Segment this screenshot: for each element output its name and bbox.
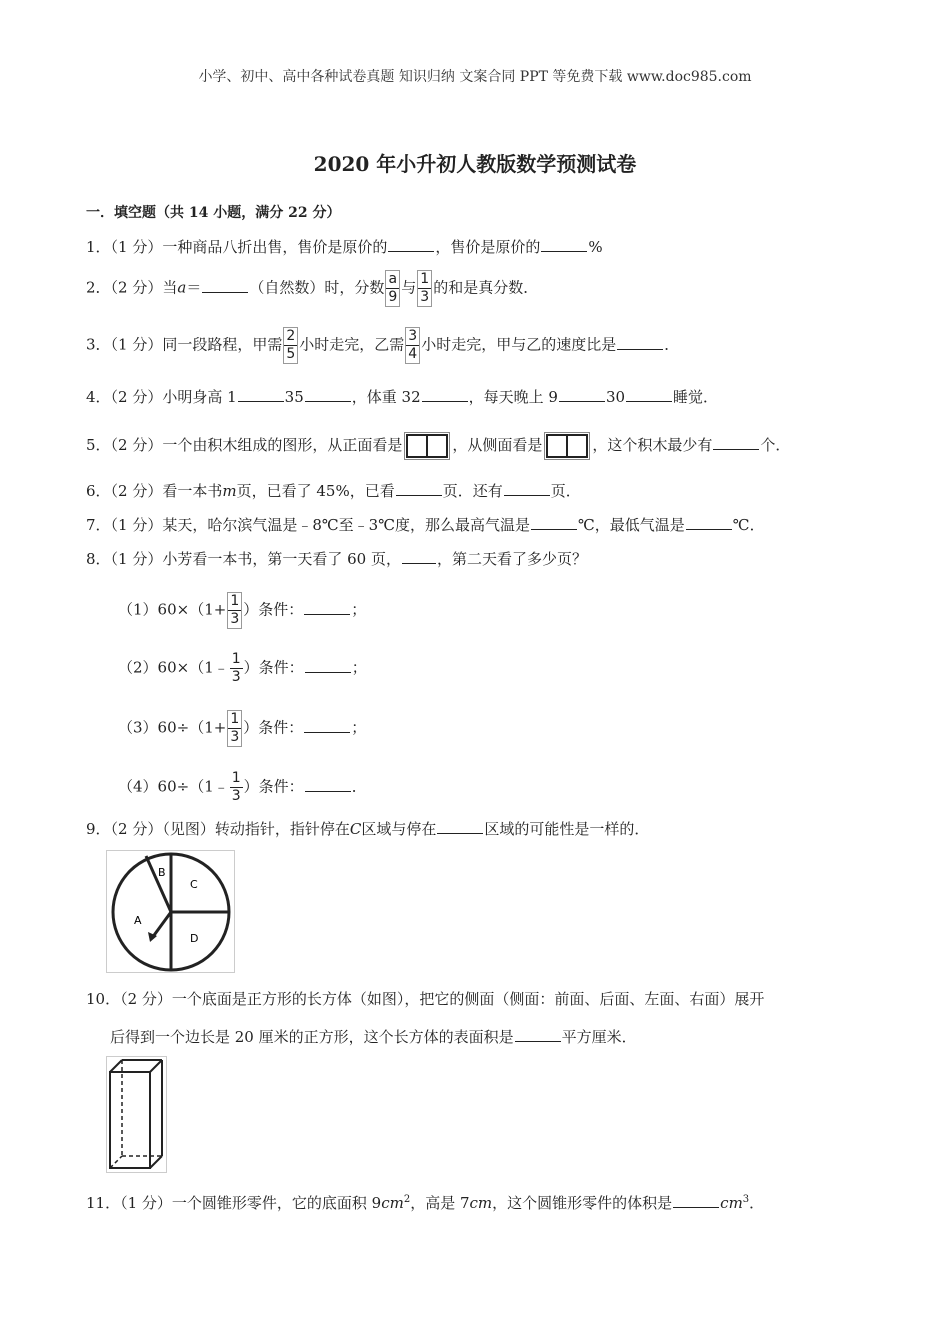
answer-blank[interactable] [305, 658, 351, 673]
region-label-b: B [158, 866, 166, 879]
fraction: $\frac{1}{3}$ [231, 770, 241, 804]
answer-blank[interactable] [673, 1193, 719, 1208]
question-8-sub-4: （4）60÷（1﹣ $\frac{1}{3}$ ）条件： ． [118, 770, 367, 804]
question-2: 2．（2 分）当a＝ （自然数）时，分数 $\frac{a}{9}$ 与 $\frac{1}{3}$ 的和是真分数． [86, 271, 539, 305]
question-3: 3．（1 分）同一段路程，甲需 $\frac{2}{5}$ 小时走完，乙需 $\frac{3}{4}$ 小时走完，甲与乙的速度比是 ． [86, 328, 680, 362]
answer-blank[interactable] [531, 515, 577, 530]
side-view-figure [544, 432, 590, 460]
answer-blank[interactable] [304, 600, 350, 615]
question-10: 10．（2 分）一个底面是正方形的长方体（如图），把它的侧面（侧面：前面、后面、左面、右面）展开 [86, 990, 765, 1008]
question-7: 7．（1 分）某天，哈尔滨气温是﹣8℃至﹣3℃度，那么最高气温是 ℃，最低气温是 ℃． [86, 516, 765, 534]
question-6: 6．（2 分）看一本书m页，已看了 45%，已看 页．还有 页． [86, 482, 581, 500]
question-8-sub-1: （1）60×（1+ $\frac{1}{3}$ ）条件： ； [118, 593, 367, 627]
region-label-d: D [190, 932, 199, 945]
answer-blank[interactable] [396, 481, 442, 496]
spinner-figure [106, 850, 236, 974]
answer-blank[interactable] [238, 387, 284, 402]
answer-blank[interactable] [626, 387, 672, 402]
answer-blank[interactable] [305, 777, 351, 792]
answer-blank[interactable] [202, 278, 248, 293]
answer-blank[interactable] [541, 237, 587, 252]
fraction: $\frac{1}{3}$ [417, 270, 432, 307]
answer-blank[interactable] [559, 387, 605, 402]
answer-blank[interactable] [422, 387, 468, 402]
question-11: 11．（1 分）一个圆锥形零件，它的底面积 $9cm^2$，高是 7cm，这个圆锥形零件的体积是 $cm^3$． [86, 1194, 765, 1212]
question-10-line-2: 后得到一个边长是 20 厘米的正方形，这个长方体的表面积是 平方厘米． [110, 1028, 637, 1046]
page-title: 2020 年小升初人教版数学预测试卷 [313, 152, 637, 176]
answer-blank[interactable] [617, 335, 663, 350]
fraction: $\frac{1}{3}$ [231, 651, 241, 685]
front-view-figure [404, 432, 450, 460]
question-8-sub-2: （2）60×（1﹣ $\frac{1}{3}$ ）条件： ； [118, 651, 367, 685]
fraction: $\frac{1}{3}$ [227, 710, 242, 747]
question-8: 8．（1 分）小芳看一本书，第一天看了 60 页， ，第二天看了多少页？ [86, 550, 587, 568]
answer-blank[interactable] [504, 481, 550, 496]
answer-blank[interactable] [686, 515, 732, 530]
question-1: 1．（1 分）一种商品八折出售，售价是原价的 ，售价是原价的 % [86, 238, 603, 256]
answer-blank[interactable] [402, 549, 436, 564]
answer-blank[interactable] [305, 387, 351, 402]
region-label-c: C [190, 878, 198, 891]
answer-blank[interactable] [515, 1027, 561, 1042]
fraction: $\frac{a}{9}$ [385, 270, 400, 307]
question-5: 5．（2 分）一个由积木组成的图形，从正面看是 ，从侧面看是 ，这个积木最少有 个． [86, 432, 790, 460]
question-4: 4．（2 分）小明身高 1 35 ，体重 32 ，每天晚上 9 30 睡觉． [86, 388, 719, 406]
answer-blank[interactable] [304, 718, 350, 733]
fraction: $\frac{1}{3}$ [227, 592, 242, 629]
region-label-a: A [134, 914, 142, 927]
question-9: 9．（2 分）（见图）转动指针，指针停在C区域与停在 区域的可能性是一样的． [86, 820, 650, 838]
answer-blank[interactable] [713, 435, 759, 450]
section-heading: 一．填空题（共 14 小题，满分 22 分） [86, 205, 341, 221]
question-8-sub-3: （3）60÷（1+ $\frac{1}{3}$ ）条件： ； [118, 711, 367, 745]
answer-blank[interactable] [388, 237, 434, 252]
fraction: $\frac{2}{5}$ [283, 327, 298, 364]
answer-blank[interactable] [437, 819, 483, 834]
fraction: $\frac{3}{4}$ [405, 327, 420, 364]
cuboid-figure [106, 1056, 168, 1174]
page-header: 小学、初中、高中各种试卷真题 知识归纳 文案合同 PPT 等免费下载 www.doc985.com [198, 69, 752, 85]
